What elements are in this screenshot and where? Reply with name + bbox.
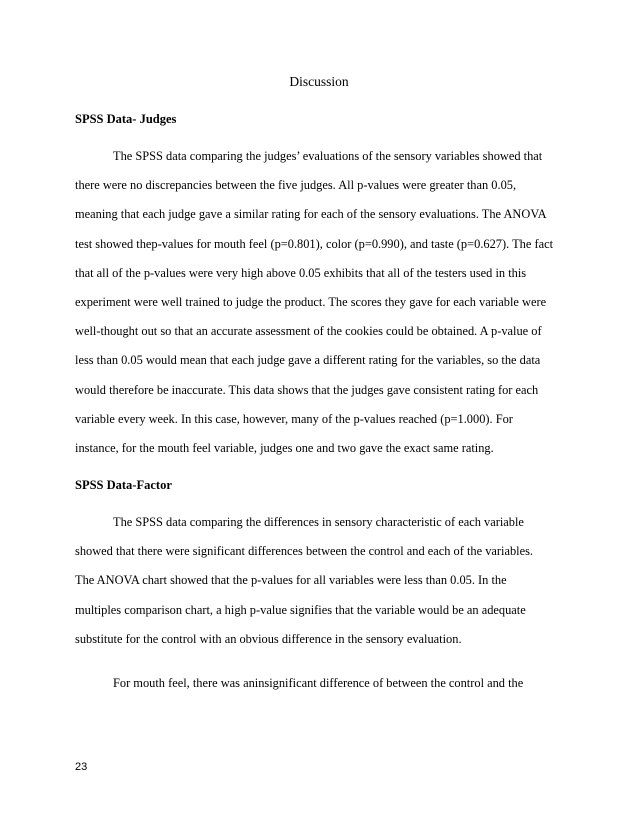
paragraph-line: meaning that each judge gave a similar rating for each of the sensory evaluations. The ANOVA bbox=[75, 207, 547, 222]
paragraph-line: multiples comparison chart, a high p-value signifies that the variable would be an adequate bbox=[75, 602, 526, 617]
paragraph-judges bbox=[75, 142, 567, 463]
paragraph-line: The SPSS data comparing the differences in sensory characteristic of each variable bbox=[113, 515, 524, 529]
paragraph-line: there were no discrepancies between the five judges. All p-values were greater than 0.05, bbox=[75, 178, 517, 193]
paragraph-line: showed that there were significant differences between the control and each of the variables. bbox=[75, 544, 534, 559]
section-heading-factor: SPSS Data-Factor bbox=[75, 478, 172, 492]
paragraph-line: well-thought out so that an accurate assessment of the cookies could be obtained. A p-value of bbox=[75, 324, 542, 339]
paragraph-line: variable every week. In this case, however, many of the p-values reached (p=1.000). For bbox=[75, 411, 513, 426]
paragraph-line: For mouth feel, there was aninsignificant difference of between the control and the bbox=[113, 676, 524, 690]
paragraph-factor bbox=[75, 508, 567, 654]
page-number: 23 bbox=[75, 761, 88, 773]
paragraph-line: substitute for the control with an obvious difference in the sensory evaluation. bbox=[75, 631, 462, 646]
paragraph-line: experiment were well trained to judge the product. The scores they gave for each variable were bbox=[75, 295, 547, 310]
paragraph-line: The ANOVA chart showed that the p-values for all variables were less than 0.05. In the bbox=[75, 573, 507, 588]
paragraph-line: less than 0.05 would mean that each judge gave a different rating for the variables, so the data bbox=[75, 353, 541, 368]
paragraph-line: instance, for the mouth feel variable, judges one and two gave the exact same rating. bbox=[75, 441, 494, 456]
page-title: Discussion bbox=[289, 74, 349, 89]
paragraph-line: would therefore be inaccurate. This data shows that the judges gave consistent rating for each bbox=[75, 382, 539, 397]
paragraph-line: test showed thep-values for mouth feel (p=0.801), color (p=0.990), and taste (p=0.627). The fact bbox=[75, 236, 554, 251]
paragraph-mouth-feel bbox=[75, 669, 567, 698]
paragraph-line: The SPSS data comparing the judges’ evaluations of the sensory variables showed that bbox=[113, 149, 543, 163]
section-heading-judges: SPSS Data- Judges bbox=[75, 112, 177, 126]
paragraph-line: that all of the p-values were very high above 0.05 exhibits that all of the testers used in this bbox=[75, 265, 527, 280]
